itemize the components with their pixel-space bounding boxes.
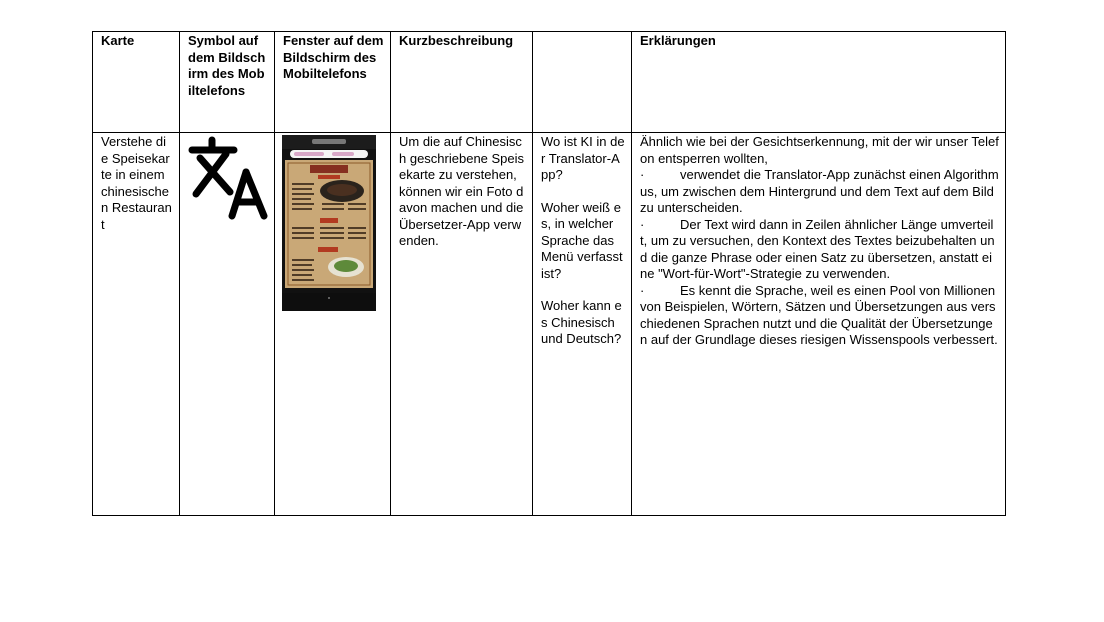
cell-window bbox=[275, 133, 391, 516]
header-symbol: Symbol auf dem Bildschirm des Mobiltelefons bbox=[180, 32, 275, 133]
bullet-marker: · bbox=[640, 282, 645, 298]
explanation-bullet-1 bbox=[640, 167, 999, 217]
question-3: Woher kann es Chinesisch und Deutsch? bbox=[541, 298, 622, 346]
bullet-marker: · bbox=[640, 216, 645, 232]
header-explanations: Erklärungen bbox=[632, 32, 1006, 133]
explanation-bullet-3 bbox=[640, 283, 999, 349]
bullet-marker: · bbox=[640, 167, 645, 182]
bullet-text: Der Text wird dann in Zeilen ähnlicher Länge umverteilt, um zu versuchen, den Kontext des Textes beizubehalten und die ganze Phrase oder einen Satz zu übersetzen, anstatt eine "Wort-für-Wort"-Strategie zu verwenden. bbox=[640, 216, 995, 281]
table-header-row bbox=[93, 32, 1006, 133]
question-1: Wo ist KI in der Translator-App? bbox=[541, 134, 625, 182]
cell-symbol bbox=[180, 133, 275, 516]
table-row bbox=[93, 133, 1006, 516]
cell-card: Verstehe die Speisekarte in einem chinesischen Restaurant bbox=[93, 133, 180, 516]
content-table bbox=[92, 31, 1006, 516]
header-card: Karte bbox=[93, 32, 180, 133]
translate-icon bbox=[186, 136, 272, 220]
phone-screenshot bbox=[282, 135, 376, 311]
cell-questions bbox=[533, 133, 632, 516]
explanation-intro: Ähnlich wie bei der Gesichtserkennung, mit der wir unser Telefon entsperren wollten, bbox=[640, 134, 999, 166]
cell-explanations bbox=[632, 133, 1006, 516]
cell-short-description: Um die auf Chinesisch geschriebene Speisekarte zu verstehen, können wir ein Foto davon machen und die Übersetzer-App verwenden. bbox=[391, 133, 533, 516]
question-2: Woher weiß es, in welcher Sprache das Menü verfasst ist? bbox=[541, 199, 623, 281]
header-empty bbox=[533, 32, 632, 133]
bullet-text: Es kennt die Sprache, weil es einen Pool von Millionen von Beispielen, Wörtern, Sätzen und Übersetzungen aus verschiedenen Sprachen nutzt und die Qualität der Übersetzungen auf der Grundlage dieses riesigen Wissenspools verbessert. bbox=[640, 282, 998, 347]
bullet-text: verwendet die Translator-App zunächst einen Algorithmus, um zwischen dem Hintergrund und dem Text auf dem Bild zu unterscheiden. bbox=[640, 167, 999, 215]
explanation-bullet-2 bbox=[640, 217, 999, 283]
header-short-description: Kurzbeschreibung bbox=[391, 32, 533, 133]
header-window: Fenster auf dem Bildschirm des Mobiltelefons bbox=[275, 32, 391, 133]
